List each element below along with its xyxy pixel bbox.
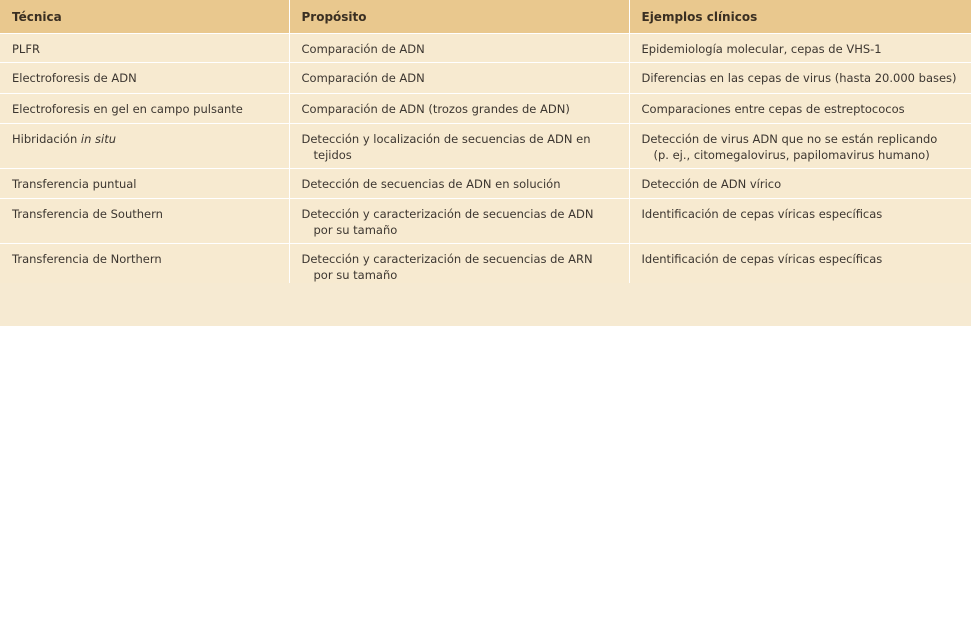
proposito-line2: por su tamaño <box>313 268 398 282</box>
cell-ejemplo: Identificación de cepas víricas específicas <box>629 244 971 284</box>
cell-ejemplo: Detección de ADN vírico <box>629 169 971 199</box>
proposito-line1: Detección y localización de secuencias de ADN en <box>301 132 591 146</box>
cell-proposito: Comparación de ADN <box>289 34 629 63</box>
cell-tecnica: PLFR <box>0 34 289 63</box>
header-tecnica: Técnica <box>0 0 289 34</box>
cell-tecnica: Transferencia de Southern <box>0 199 289 244</box>
proposito-line1: Detección y caracterización de secuencias de ADN <box>301 207 594 221</box>
cell-tecnica: Electroforesis en gel en campo pulsante <box>0 94 289 124</box>
ejemplo-line2: (p. ej., citomegalovirus, papilomavirus humano) <box>653 148 930 162</box>
header-row <box>0 0 971 34</box>
table-row <box>0 63 971 94</box>
cell-ejemplo: Comparaciones entre cepas de estreptococos <box>629 94 971 124</box>
cell-proposito <box>289 244 629 284</box>
tecnica-italic-text: in situ <box>80 132 117 146</box>
techniques-table <box>0 0 971 283</box>
table-row <box>0 199 971 244</box>
cell-tecnica: Electroforesis de ADN <box>0 63 289 94</box>
cell-proposito <box>289 124 629 169</box>
cell-tecnica <box>0 124 289 169</box>
proposito-line1: Detección y caracterización de secuencias de ARN <box>301 252 593 266</box>
cell-ejemplo <box>629 124 971 169</box>
cell-ejemplo: Identificación de cepas víricas específicas <box>629 199 971 244</box>
proposito-line2: por su tamaño <box>313 223 398 237</box>
tecnica-text: Hibridación <box>12 132 81 146</box>
table-row <box>0 124 971 169</box>
cell-ejemplo: Diferencias en las cepas de virus (hasta 20.000 bases) <box>629 63 971 94</box>
table-row <box>0 244 971 284</box>
header-proposito: Propósito <box>289 0 629 34</box>
cell-ejemplo: Epidemiología molecular, cepas de VHS-1 <box>629 34 971 63</box>
ejemplo-line1: Detección de virus ADN que no se están replicando <box>641 132 938 146</box>
cell-proposito <box>289 199 629 244</box>
proposito-line2: tejidos <box>313 148 352 162</box>
table-row <box>0 169 971 199</box>
cell-proposito: Comparación de ADN <box>289 63 629 94</box>
cell-tecnica: Transferencia de Northern <box>0 244 289 284</box>
table-row <box>0 94 971 124</box>
cell-proposito: Comparación de ADN (trozos grandes de ADN) <box>289 94 629 124</box>
cell-proposito: Detección de secuencias de ADN en solución <box>289 169 629 199</box>
header-ejemplos: Ejemplos clínicos <box>629 0 971 34</box>
table-body <box>0 34 971 284</box>
table-row <box>0 34 971 63</box>
cell-tecnica: Transferencia puntual <box>0 169 289 199</box>
table-header <box>0 0 971 34</box>
